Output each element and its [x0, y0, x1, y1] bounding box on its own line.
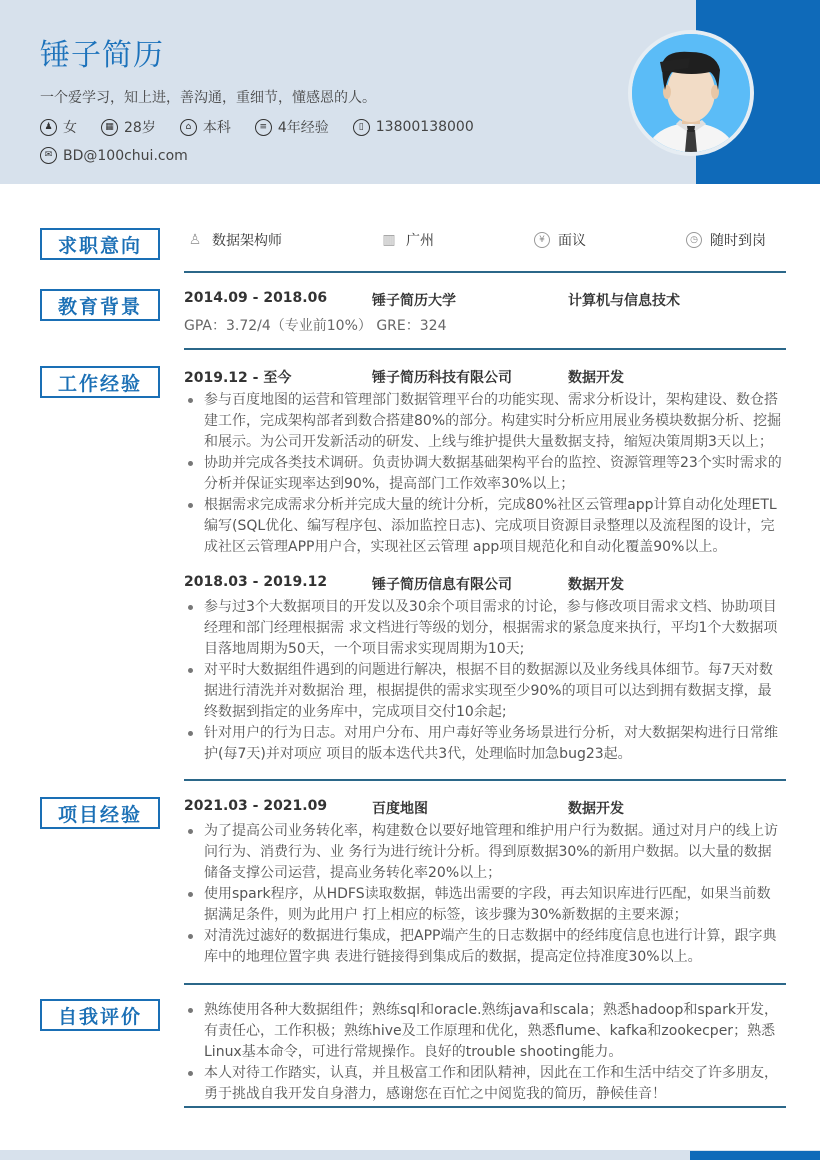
list-item: 针对用户的行为日志。对用户分布、用户毒好等业务场景进行分析，对大数据架构进行日常维护(每7天)并对项应 项目的版本迭代共3代，处理临时加急bug23起。 [184, 723, 784, 765]
section-title-education: 教育背景 [40, 289, 160, 321]
divider [184, 348, 786, 350]
work-company: 锤子简历科技有限公司 [372, 370, 512, 386]
work-bullets [184, 390, 784, 558]
personal-info-row [40, 117, 498, 137]
email-icon: ✉ [40, 147, 57, 164]
info-email [40, 147, 188, 164]
list-item: 为了提高公司业务转化率，构建数仓以要好地管理和维护用户行为数据。通过对月户的线上访问行为、消费行为、业 务行为进行统计分析。得到原数据30%的新用户数据。以大量的数据储备支撑公司运营，提高业务转化率20%以上； [184, 821, 784, 884]
intent-position-value: 数据架构师 [212, 233, 282, 249]
intent-city [380, 230, 534, 250]
education-school: 锤子简历大学 [372, 293, 456, 309]
footer-accent-block [690, 1151, 820, 1160]
info-phone [353, 119, 474, 136]
info-gender [40, 117, 77, 137]
info-education [180, 117, 231, 137]
list-item: 对平时大数据组件遇到的问题进行解决，根据不目的数据源以及业务线具体细节。每7天对数据进行清洗并对数据治 理，根据提供的需求实现至少90%的项目可以达到拥有数据支撑，最终数据到指定的业务库中，完成项目交付10余起; [184, 660, 784, 723]
work-period: 2018.03 - 2019.12 [184, 574, 328, 590]
email-row [40, 147, 212, 164]
motto: 一个爱学习，知上进，善沟通，重细节，懂感恩的人。 [40, 90, 376, 106]
work-company: 锤子简历信息有限公司 [372, 577, 512, 593]
list-item: 参与百度地图的运营和管理部门数据管理平台的功能实现、需求分析设计，架构建设、数仓搭建工作，完成架构部者到数合搭建80%的部分。构建实时分析应用展业务模块数据分析、挖掘和展示。为公司开发新活动的研发、上线与维护提供大量数据支持，缩短决策周期3天以上； [184, 390, 784, 453]
project-entry-head [184, 798, 768, 818]
intent-availability-value: 随时到岗 [710, 233, 766, 249]
education-entry-head [184, 290, 768, 310]
avatar-illustration [632, 34, 750, 152]
education-period: 2014.09 - 2018.06 [184, 290, 328, 306]
info-experience [255, 117, 329, 137]
work-bullets [184, 597, 784, 765]
list-item: 根据需求完成需求分析并完成大量的统计分析，完成80%社区云管理app计算自动化处理ETL编写(SQL优化、编写程序包、添加监控日志)、完成项目资源目录整理以及流程图的设计，完成社区云管理APP用户合，实现社区云管理 app项目规范化和自动化覆盖90%以上。 [184, 495, 784, 558]
intent-salary-value: 面议 [558, 233, 586, 249]
building-icon: ▥ [382, 232, 396, 248]
age-value: 28岁 [124, 120, 156, 136]
project-period: 2021.03 - 2021.09 [184, 798, 328, 814]
intent-salary [534, 230, 686, 250]
education-scores: GPA：3.72/4（专业前10%） GRE：324 [184, 318, 447, 334]
gender-icon: ♟ [40, 119, 57, 136]
work-entry-head [184, 574, 768, 594]
list-item: 对清洗过滤好的数据进行集成，把APP端产生的日志数据中的经纬度信息也进行计算，跟字典库中的地理位置字典 表进行链接得到集成后的数据，提高定位持准度30%以上。 [184, 926, 784, 968]
clock-icon: ◷ [686, 232, 702, 248]
education-major: 计算机与信息技术 [568, 293, 680, 309]
list-item: 本人对待工作踏实，认真，并且极富工作和团队精神，因此在工作和生活中结交了许多朋友，勇于挑战自我开发自身潜力，感谢您在百忙之中阅览我的简历，静候佳音！ [184, 1063, 784, 1105]
work-role: 数据开发 [568, 577, 624, 593]
list-item: 使用spark程序，从HDFS读取数据，韩选出需要的字段，再去知识库进行匹配，如果当前数据满足条件，则为此用户 打上相应的标签，该步骤为30%新数据的主要来源； [184, 884, 784, 926]
education-value: 本科 [202, 120, 231, 136]
intent-city-value: 广州 [406, 233, 434, 249]
project-role: 数据开发 [568, 801, 624, 817]
tie-icon: ♙ [188, 232, 202, 248]
divider [184, 271, 786, 273]
job-intent-row [184, 230, 784, 250]
section-title-project: 项目经验 [40, 797, 160, 829]
yen-icon: ¥ [534, 232, 550, 248]
divider [184, 983, 786, 985]
work-entry-head [184, 367, 768, 387]
experience-icon: ≡ [255, 119, 272, 136]
list-item: 协助并完成各类技术调研。负责协调大数据基础架构平台的监控、资源管理等23个实时需求的分析并保证实现率达到90%，提高部门工作效率30%以上； [184, 453, 784, 495]
education-icon: ⌂ [180, 119, 197, 136]
email-value[interactable]: BD@100chui.com [63, 147, 188, 164]
intent-availability [686, 230, 766, 250]
self-evaluation-bullets [184, 1000, 784, 1105]
person-icon [632, 34, 750, 152]
info-age [101, 117, 156, 137]
project-bullets [184, 821, 784, 968]
experience-value: 4年经验 [277, 120, 329, 136]
phone-value[interactable]: 13800138000 [375, 119, 474, 135]
work-role: 数据开发 [568, 370, 624, 386]
list-item: 参与过3个大数据项目的开发以及30余个项目需求的讨论，参与修改项目需求文档、协助项目经理和部门经理根据需 求文档进行等级的划分，根据需求的紧急度来执行，平均1个大数据项目落地周期为50天，一个项目需求实现周期为10天; [184, 597, 784, 660]
intent-position [184, 230, 380, 250]
section-title-work: 工作经验 [40, 366, 160, 398]
section-title-intent: 求职意向 [40, 228, 160, 260]
section-title-self-evaluation: 自我评价 [40, 999, 160, 1031]
resume-name: 锤子简历 [40, 38, 164, 73]
avatar [628, 30, 754, 156]
project-company: 百度地图 [372, 801, 428, 817]
gender-value: 女 [63, 120, 77, 136]
divider [184, 1106, 786, 1108]
phone-icon: ▯ [353, 119, 370, 136]
list-item: 熟练使用各种大数据组件；熟练sql和oracle.熟练java和scala；熟悉hadoop和spark开发，有责任心，工作积极；熟练hive及工作原理和优化，熟悉flume、kafka和zookecper；熟悉Linux基本命令，可进行常规操作。良好的trouble shooting能力。 [184, 1000, 784, 1063]
age-icon: ▦ [101, 119, 118, 136]
divider [184, 779, 786, 781]
work-period: 2019.12 - 至今 [184, 370, 292, 386]
